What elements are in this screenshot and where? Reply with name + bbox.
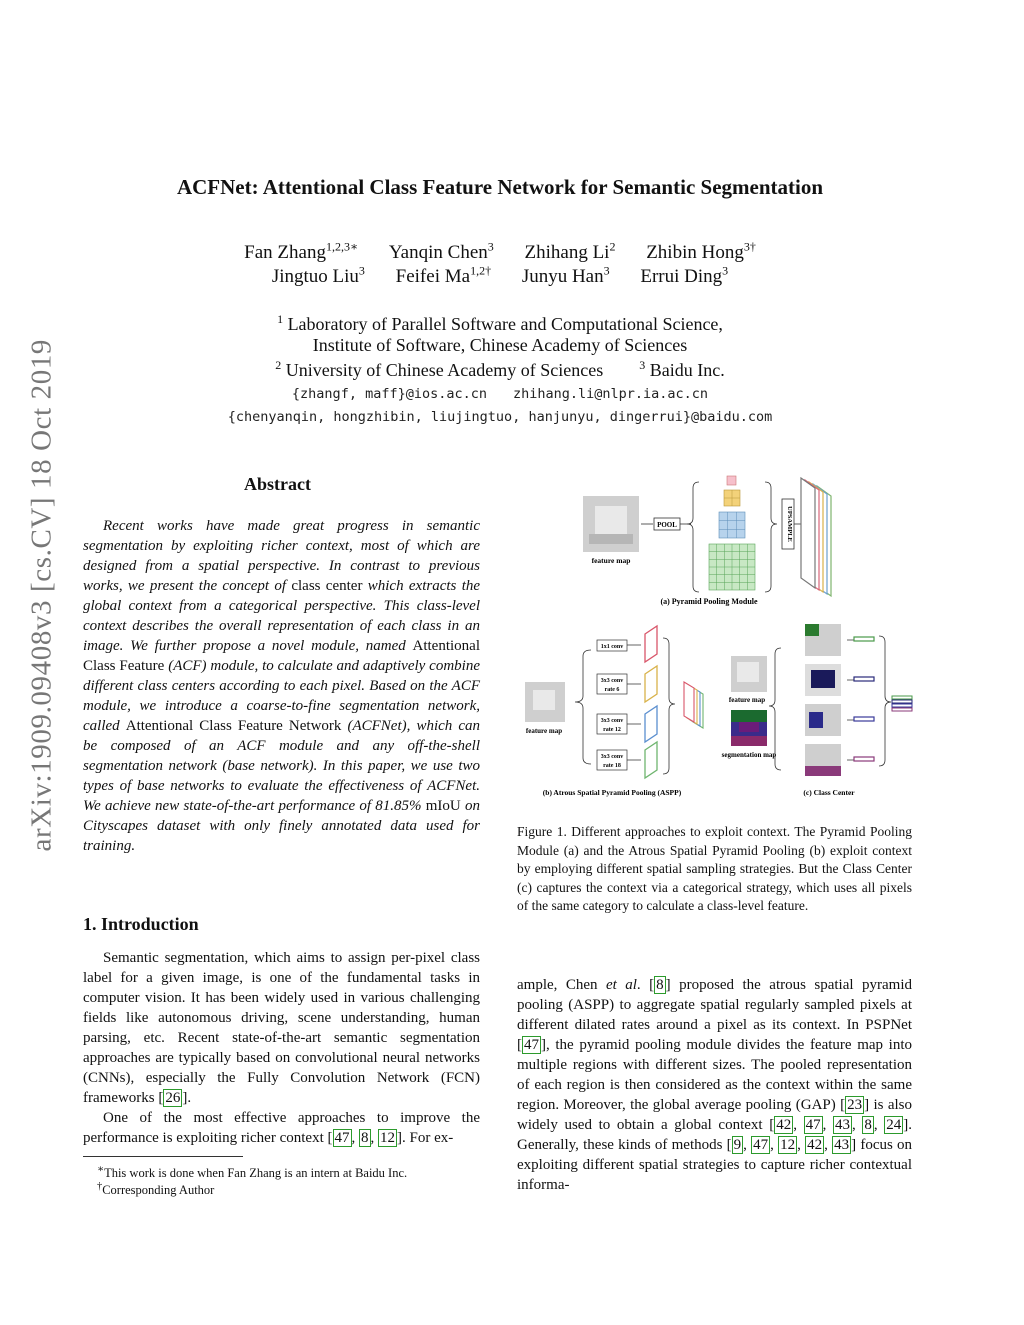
figure-caption: Figure 1. Different approaches to exploit context. The Pyramid Pooling Module (a) and the Atrous Spatial Pyramid Pooling (b) exploit context by employing different spatial sampling strategies. But the Class Center (c) captures the context via a categorical strategy, which uses all pixels of the same category to calculate a class-level feature. xyxy=(517,824,912,913)
left-brace xyxy=(687,482,699,592)
citation-link[interactable]: 9 xyxy=(733,1137,742,1153)
pool-label: POOL xyxy=(657,521,677,529)
citation-link[interactable]: 24 xyxy=(886,1117,902,1133)
svg-text:rate 12: rate 12 xyxy=(603,727,621,733)
pyramid-pooling-panel xyxy=(583,476,831,606)
citation-link[interactable]: 43 xyxy=(834,1137,850,1153)
right-brace xyxy=(765,482,777,592)
figure-1 xyxy=(517,474,917,804)
class-mask-3 xyxy=(805,704,841,736)
segmentation-map-image xyxy=(731,710,767,746)
class-mask-2 xyxy=(805,664,841,696)
footnote-1: ∗This work is done when Fan Zhang is an intern at Baidu Inc. xyxy=(97,1164,408,1181)
abstract-body: Recent works have made great progress in semantic segmentation by exploiting richer context, most of which are designed from a spatial perspective. In contrast to previous works, we present the concept of class center which extracts the global context from a categorical perspective. This class-level context describes the overall representation of each class in an image. We further propose a novel module, named Attentional Class Feature (ACF) module, to calculate and adaptively combine different class centers according to each pixel. Based on the ACF module, we introduce a coarse-to-fine segmentation network, called Attentional Class Feature Network (ACFNet), which can be composed of an ACF module and any off-the-shell segmentation network (base network). In this paper, we use two types of base networks to evaluate the effectiveness of ACFNet. We achieve new state-of-the-art performance of 81.85% mIoU on Cityscapes dataset with only finely annotated data used for training. xyxy=(83,518,481,854)
arxiv-stamp: arXiv:1909.09408v3 [cs.CV] 18 Oct 2019 xyxy=(25,338,58,852)
panel-a-label: (a) Pyramid Pooling Module xyxy=(660,597,758,606)
aspp-concat-stack xyxy=(684,682,703,728)
citation-link[interactable]: 12 xyxy=(780,1137,796,1153)
abstract-heading: Abstract xyxy=(244,474,311,494)
class-mask-4 xyxy=(805,744,841,776)
paper-title: ACFNet: Attentional Class Feature Network for Semantic Segmentation xyxy=(176,175,824,199)
citation-link[interactable]: 47 xyxy=(334,1130,350,1146)
emails-1 xyxy=(0,386,1000,402)
aspp-panel xyxy=(525,626,703,797)
citation-link[interactable]: 42 xyxy=(807,1137,823,1153)
citation-link[interactable]: 8 xyxy=(361,1130,369,1146)
email[interactable]: {zhangf, maff}@ios.ac.cn xyxy=(291,386,487,402)
citation-link[interactable]: 8 xyxy=(864,1117,872,1133)
affiliation-1b: Institute of Software, Chinese Academy of Sciences xyxy=(312,335,688,355)
seg-map-label: segmentation map xyxy=(721,751,777,759)
affiliation-1: $^1$ Laboratory of Parallel Software and Computational Science, xyxy=(277,312,723,334)
citation-link[interactable]: 47 xyxy=(753,1137,769,1153)
panel-b-label: (b) Atrous Spatial Pyramid Pooling (ASPP) xyxy=(542,788,682,797)
concat-feature-stack xyxy=(801,478,831,596)
citation-link[interactable]: 23 xyxy=(847,1097,863,1113)
feature-map-label: feature map xyxy=(525,727,563,735)
pool-grid-3 xyxy=(719,512,745,538)
citation-link[interactable]: 26 xyxy=(165,1090,181,1106)
panel-c-label: (c) Class Center xyxy=(803,788,855,797)
author: Zhibin Hong$^{3\dagger}$ xyxy=(646,240,756,264)
svg-text:3x3 conv: 3x3 conv xyxy=(600,754,624,760)
class-center-panel xyxy=(722,624,912,797)
citation-link[interactable]: 47 xyxy=(524,1037,539,1053)
aspp-branch-1 xyxy=(645,626,657,662)
svg-text:rate 6: rate 6 xyxy=(604,687,620,693)
affiliation-2: $^2$ University of Chinese Academy of Sciences $^3$ Baidu Inc. xyxy=(275,358,725,380)
class-center-stack xyxy=(892,696,912,711)
author: Errui Ding$^3$ xyxy=(640,264,729,288)
author: Junyu Han$^3$ xyxy=(521,264,610,288)
feature-map-label: feature map xyxy=(728,696,766,704)
intro-body: Semantic segmentation, which aims to assign per-pixel class label for a given image, is one of the fundamental tasks in computer vision. It has been widely used in various challenging fields like autonomous driving, scene understanding, human parsing, etc. Recent state-of-the-art semantic segmentation approaches are typically based on convolutional neural networks (CNNs), especially the Fully Convolution Network (FCN) frameworks [ 26 ]. One of the most effective approaches to improve the performance is exploiting richer context [ 47 , 8 , 12 ]. For ex- xyxy=(83,950,480,1146)
author: Feifei $Ma^{1,2\dagger}$ xyxy=(395,264,492,288)
citation-link[interactable]: 47 xyxy=(805,1117,821,1133)
feature-map-label: feature map xyxy=(591,556,631,565)
upsample-label: UPSAMPLE xyxy=(786,506,793,542)
author: Zhihang Li$^2$ xyxy=(524,240,616,264)
svg-text:rate 18: rate 18 xyxy=(603,763,621,769)
aspp-branch-3 xyxy=(645,706,657,742)
pool-grid-1 xyxy=(727,476,736,485)
svg-text:1x1 conv: 1x1 conv xyxy=(600,644,624,650)
author: Yanqin Chen$^3$ xyxy=(388,240,494,264)
svg-text:3x3 conv: 3x3 conv xyxy=(600,678,624,684)
citation-link[interactable]: 42 xyxy=(776,1117,792,1133)
email[interactable]: {chenyanqin, hongzhibin, liujingtuo, hanjunyu, dingerrui}@baidu.com xyxy=(227,409,773,425)
email[interactable]: zhihang.li@nlpr.ia.ac.cn xyxy=(513,386,709,402)
citation-link[interactable]: 43 xyxy=(835,1117,850,1133)
citation-link[interactable]: 8 xyxy=(656,977,664,993)
footnote-rule xyxy=(83,1156,243,1157)
footnote-2: †Corresponding Author xyxy=(97,1181,215,1198)
citation-link[interactable]: 12 xyxy=(380,1130,395,1146)
author: Fan Zhang$^{1,2,3∗}$ xyxy=(244,240,359,264)
emails-2 xyxy=(0,409,1000,425)
right-column-body: ample, Chen et al. [ 8 ] proposed the atrous spatial pyramid pooling (ASPP) to aggregate spatial regularly sampled pixels at different dilated rates around a pixel as its context. In PSPNet [ 47 ], the pyramid pooling module divides the feature map into multiple regions with different sizes. The pooled representation of each region is then considered as the context within the same region. Moreover, the global average pooling (GAP) [ 23 ] is also widely used to obtain a global context [ 42 , 47 , 43 , 8 , 24 ]. Generally, these kinds of methods [ 9 , 47 , 12 , 42 , 43 ] focus on exploiting different spatial strategies to capture richer contextual informa- xyxy=(517,977,913,1193)
aspp-branch-4 xyxy=(645,742,657,778)
authors-row-1 xyxy=(0,240,1000,264)
intro-heading: 1. Introduction xyxy=(83,914,199,934)
aspp-branch-2 xyxy=(645,666,657,702)
authors-row-2 xyxy=(0,264,1000,288)
class-mask-1 xyxy=(805,624,841,656)
author: Jingtuo Liu$^3$ xyxy=(271,264,365,288)
svg-text:3x3 conv: 3x3 conv xyxy=(600,718,624,724)
